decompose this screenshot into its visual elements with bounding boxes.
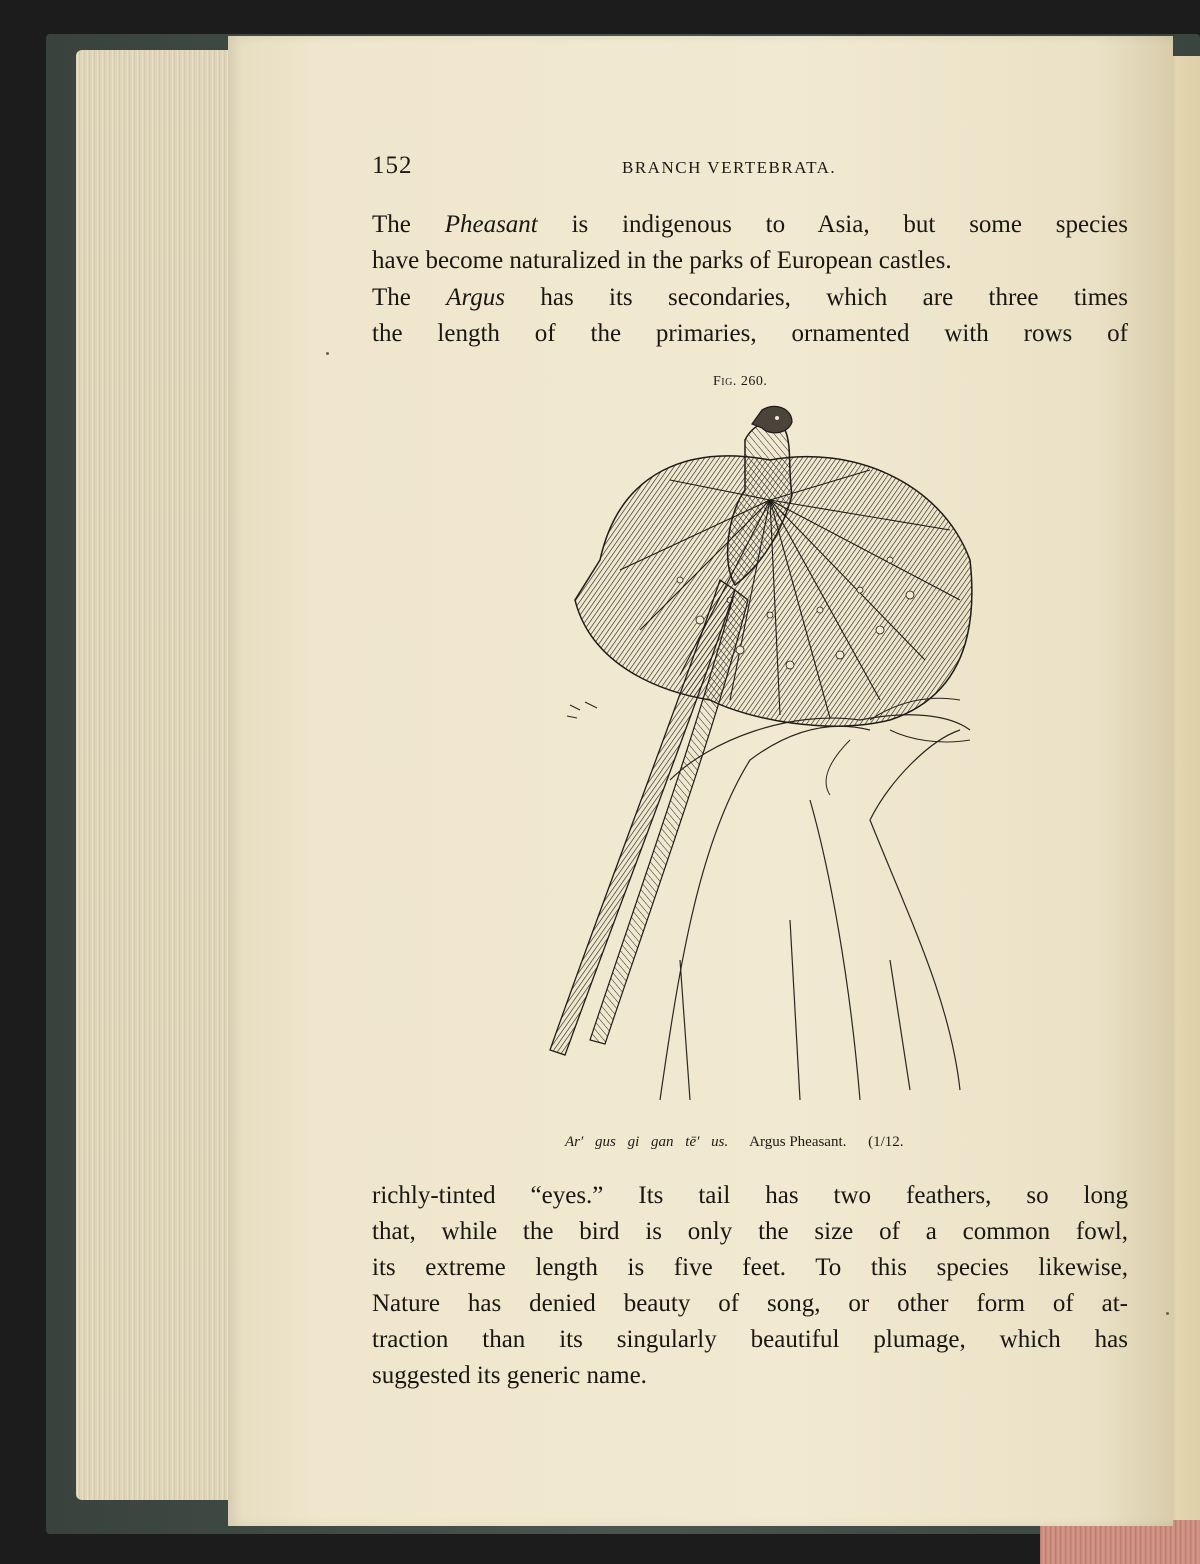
page-edge-sprinkle <box>1040 1520 1200 1564</box>
paragraph-pheasant <box>372 207 1128 279</box>
caption-scientific-name: Ar′ gus gi gan tē′ us. <box>565 1134 729 1150</box>
figure-label: Fig. 260. <box>713 374 768 389</box>
text-line: its extreme length is five feet. To this species likewise, <box>372 1254 1128 1281</box>
text-line: The Argus has its secondaries, which are three times <box>372 284 1128 311</box>
figure-caption <box>565 1134 985 1151</box>
page-edges-left <box>76 50 246 1500</box>
running-head <box>372 152 1132 188</box>
paragraph-argus-continued <box>372 1178 1128 1394</box>
ink-speck <box>326 352 329 355</box>
text-line: traction than its singularly beautiful plumage, which has <box>372 1326 1128 1353</box>
running-head-title: BRANCH VERTEBRATA. <box>622 158 837 177</box>
text-line: have become naturalized in the parks of European castles. <box>372 247 952 274</box>
text-line: Nature has denied beauty of song, or other form of at- <box>372 1290 1128 1317</box>
text-line: richly-tinted “eyes.” Its tail has two feathers, so long <box>372 1182 1128 1209</box>
caption-scale: (1/12. <box>868 1134 904 1150</box>
text-line: that, while the bird is only the size of a common fowl, <box>372 1218 1128 1245</box>
branch <box>660 715 970 1100</box>
page-number: 152 <box>372 152 413 179</box>
text-line: The Pheasant is indigenous to Asia, but some species <box>372 211 1128 238</box>
argus-pheasant-illustration <box>530 400 980 1120</box>
ink-speck <box>1166 1312 1169 1315</box>
paragraph-argus <box>372 280 1128 352</box>
text-line: the length of the primaries, ornamented with rows of <box>372 320 1128 347</box>
text-line: suggested its generic name. <box>372 1362 647 1389</box>
caption-common-name: Argus Pheasant. <box>749 1134 847 1150</box>
